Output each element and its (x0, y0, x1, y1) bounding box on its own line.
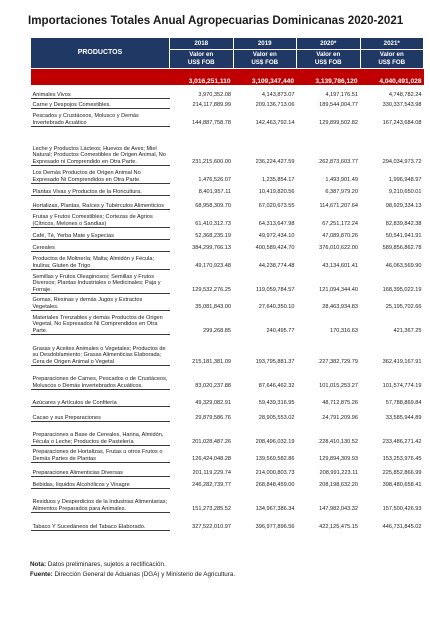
value-cell: 236,224,427.59 (255, 159, 295, 166)
value-cell: 52,368,235.19 (195, 233, 231, 240)
value-cell: 101,015,253.27 (319, 383, 358, 390)
footnotes (30, 560, 235, 580)
table-row (31, 109, 424, 127)
total-2020: 3,139,786,120 (297, 69, 361, 86)
header-year-2019: 2019 (233, 38, 297, 50)
value-cell: 294,034,973.72 (382, 159, 422, 166)
value-cell: 4,748,782.24 (388, 92, 422, 99)
table-row (31, 270, 424, 294)
imports-table-container (30, 37, 423, 531)
value-cell: 400,589,424.70 (255, 245, 295, 252)
value-cell: 167,243,684.08 (382, 120, 422, 127)
value-cell: 24,791,209.96 (322, 415, 358, 422)
value-cell: 83,020,237.88 (195, 383, 231, 390)
value-cell: 48,712,875.26 (322, 400, 358, 407)
source-line: Fuente: Dirección General de Aduanas (DGA) y Ministerio de Agricultura. (30, 571, 236, 578)
value-cell: 129,894,309.93 (319, 456, 358, 463)
value-cell: 87,646,462.32 (258, 383, 295, 390)
table-row (31, 335, 424, 366)
value-cell: 330,337,543.98 (382, 102, 422, 109)
header-value-unit: Valor en US$ FOB (170, 50, 234, 69)
value-cell: 231,215,600.00 (192, 159, 231, 166)
product-name-cell: Materiales Trenzables y demás Productos de Origen Vegetal, No Expresados Ni Comprendidos en Otra Parte. (31, 311, 170, 335)
product-name-cell: Bebidas, líquidos Alcohólicos y Vinagre (31, 477, 170, 489)
table-row (31, 166, 424, 184)
value-cell: 129,899,502.82 (319, 120, 358, 127)
value-cell: 214,000,803.73 (255, 470, 295, 477)
product-name-cell: Animales Vivos (31, 85, 170, 99)
value-cell: 126,424,048.28 (192, 456, 231, 463)
product-name-cell: Tabaco Y Sucedáneos del Tabaco Elaborado. (31, 513, 170, 531)
header-value-unit: Valor en US$ FOB (233, 50, 297, 69)
value-cell: 225,852,866.99 (382, 470, 422, 477)
table-row (31, 407, 424, 422)
value-cell: 246,282,739.77 (192, 482, 231, 489)
total-2018: 3,016,251,110 (170, 69, 234, 86)
value-cell: 33,585,944.89 (385, 415, 422, 422)
value-cell: 1,493,901.49 (325, 177, 358, 184)
value-cell: 240,495.77 (266, 328, 295, 335)
imports-table (30, 37, 424, 531)
value-cell: 114,671,207.64 (319, 203, 358, 210)
value-cell: 46,063,569.90 (385, 263, 422, 270)
table-row (31, 127, 424, 166)
note-line: Nota: Datos preliminares, sujetos a rectificación. (30, 561, 166, 568)
product-name-cell: Café, Té, Yerba Mate y Especias (31, 228, 170, 240)
value-cell: 233,486,271.42 (382, 439, 422, 446)
product-name-cell: Azúcares y Artículos de Confitería (31, 390, 170, 407)
value-cell: 4,143,873.07 (261, 92, 295, 99)
page-title: Importaciones Totales Anual Agropecuarias Dominicanas 2020-2021 (28, 14, 404, 27)
value-cell: 384,299,766.13 (192, 245, 231, 252)
value-cell: 142,463,792.14 (255, 120, 295, 127)
value-cell: 59,439,316.95 (258, 400, 295, 407)
value-cell: 67,020,673.55 (258, 203, 295, 210)
value-cell: 208,991,223.11 (319, 470, 358, 477)
value-cell: 170,316.63 (330, 328, 358, 335)
value-cell: 201,028,487.26 (192, 439, 231, 446)
value-cell: 153,253,976.45 (382, 456, 422, 463)
table-row (31, 294, 424, 311)
value-cell: 49,170,923.48 (195, 263, 231, 270)
value-cell: 151,273,285.52 (192, 506, 231, 513)
product-name-cell: Residuos y Desperdicios de la Industrias Alimentarias; Alimentos Preparados para Animales. (31, 489, 170, 513)
value-cell: 201,119,229.74 (192, 470, 231, 477)
header-products: PRODUCTOS (31, 38, 170, 69)
header-year-2018: 2018 (170, 38, 234, 50)
value-cell: 1,476,526.07 (198, 177, 231, 184)
table-row (31, 85, 424, 99)
value-cell: 215,181,381.09 (192, 359, 231, 366)
product-name-cell: Hortalizas, Plantas, Raíces y Tubérculos Alimenticios (31, 196, 170, 210)
product-name-cell: Carne y Despojos Comestibles. (31, 99, 170, 109)
value-cell: 589,856,862.78 (382, 245, 422, 252)
table-row (31, 252, 424, 270)
totals-row (31, 69, 424, 86)
value-cell: 421,367.25 (393, 328, 422, 335)
product-name-cell: Los Demás Productos de Origen Animal No Expresado Ni Comprendidos en Otra Parte. (31, 166, 170, 184)
product-name-cell: Cacao y sus Preparaciones (31, 407, 170, 422)
product-name-cell: Plantas Vivas y Productos de la Floricultura. (31, 184, 170, 196)
table-row (31, 463, 424, 477)
table-header (31, 38, 424, 69)
product-name-cell: Productos de Molinería; Malta; Almidón y Fécula; Inulina; Gluten de Trigo (31, 252, 170, 270)
table-row (31, 210, 424, 228)
value-cell: 327,522,010.97 (192, 524, 231, 531)
product-name-cell: Preparaciones a Base de Cereales, Harina, Almidón, Fécula o Leche; Productos de Pastelería (31, 422, 170, 446)
value-cell: 44,238,774.48 (258, 263, 295, 270)
value-cell: 68,958,309.70 (195, 203, 231, 210)
header-value-unit: Valor en US$ FOB (297, 50, 361, 69)
product-name-cell: Cereales (31, 240, 170, 252)
table-row (31, 390, 424, 407)
value-cell: 3,970,352.08 (198, 92, 231, 99)
value-cell: 8,401,957.11 (198, 189, 231, 196)
product-name-cell: Gomas, Resinas y demás Jugos y Extractos Vegetales. (31, 294, 170, 311)
product-name-cell: Leche y Productos Lácteos; Huevos de Aves; Miel Natural; Productos Comestibles de Origen Animal, No Expresado ni Comprendido en Otra Parte. (31, 127, 170, 166)
value-cell: 208,496,032.19 (255, 439, 295, 446)
product-name-cell: Semillas y Frutos Oleaginosos; Semillas y Frutos Diversos; Plantas Industriales o Medicinales; Paja y Forraje. (31, 270, 170, 294)
value-cell: 67,251,172.24 (322, 221, 358, 228)
value-cell: 61,410,312.73 (195, 221, 231, 228)
value-cell: 147,982,043.32 (319, 506, 358, 513)
table-row (31, 489, 424, 513)
value-cell: 49,972,434.10 (258, 233, 295, 240)
value-cell: 119,059,784.57 (256, 287, 295, 294)
value-cell: 64,313,647.98 (258, 221, 295, 228)
value-cell: 43,134,601.41 (322, 263, 358, 270)
value-cell: 144,887,758.78 (192, 120, 231, 127)
table-row (31, 366, 424, 390)
value-cell: 157,500,426.93 (382, 506, 422, 513)
table-row (31, 446, 424, 463)
value-cell: 10,419,820.56 (258, 189, 295, 196)
table-row (31, 228, 424, 240)
value-cell: 227,382,729.79 (319, 359, 358, 366)
value-cell: 1,996,948.97 (388, 177, 422, 184)
value-cell: 49,329,082.91 (195, 400, 231, 407)
product-name-cell: Frutas y Frutos Comestibles; Cortezas de Agrios (Cítricos, Melones o Sandías) (31, 210, 170, 228)
value-cell: 168,395,022.19 (382, 287, 422, 294)
value-cell: 47,089,870.26 (322, 233, 358, 240)
value-cell: 139,569,582.86 (255, 456, 295, 463)
value-cell: 396,977,896.56 (255, 524, 295, 531)
value-cell: 4,197,176.51 (325, 92, 358, 99)
value-cell: 82,839,842.38 (385, 221, 422, 228)
product-name-cell: Grasas y Aceites Animales o Vegetales; Productos de su Desdoblamiento; Grasas Alimenticias Elaborada; Cera de Origen Animal o Vegetal (31, 335, 170, 366)
value-cell: 50,541,941.91 (385, 233, 422, 240)
value-cell: 208,198,632.20 (319, 482, 358, 489)
value-cell: 193,795,881.37 (255, 359, 295, 366)
value-cell: 25,195,702.66 (385, 304, 422, 311)
value-cell: 121,094,344.40 (319, 287, 358, 294)
value-cell: 299,268.85 (203, 328, 231, 335)
table-row (31, 99, 424, 109)
value-cell: 268,848,459.00 (255, 482, 295, 489)
table-row (31, 422, 424, 446)
value-cell: 28,905,553.02 (258, 415, 295, 422)
table-row (31, 184, 424, 196)
value-cell: 214,117,889.99 (192, 102, 231, 109)
value-cell: 35,081,843.00 (195, 304, 231, 311)
value-cell: 1,235,854.17 (261, 177, 295, 184)
total-2019: 3,109,347,440 (233, 69, 297, 86)
value-cell: 28,463,934.83 (322, 304, 358, 311)
product-name-cell: Preparaciones de Hortalizas, Frutas u otros Frutos o Demás Partes de Plantas (31, 446, 170, 463)
value-cell: 189,544,004.77 (319, 102, 358, 109)
value-cell: 228,410,130.52 (319, 439, 358, 446)
totals-label-cell (31, 69, 170, 86)
value-cell: 9,210,650.01 (388, 189, 422, 196)
value-cell: 98,929,334.13 (385, 203, 422, 210)
value-cell: 57,788,869.84 (385, 400, 422, 407)
value-cell: 129,532,276.25 (192, 287, 231, 294)
table-row (31, 477, 424, 489)
total-2021: 4,040,491,028 (360, 69, 424, 86)
product-name-cell: Preparaciones de Carnes, Pescados o de Crustáceos, Moluscos o Demás Invertebrados Acuáticos. (31, 366, 170, 390)
value-cell: 362,419,167.91 (382, 359, 422, 366)
table-body (31, 69, 424, 531)
table-row (31, 311, 424, 335)
table-row (31, 513, 424, 531)
product-name-cell: Preparaciones Alimenticias Diversas (31, 463, 170, 477)
value-cell: 262,873,603.77 (319, 159, 358, 166)
value-cell: 446,731,845.02 (382, 524, 422, 531)
header-year-2020: 2020* (297, 38, 361, 50)
value-cell: 376,010,622.00 (319, 245, 358, 252)
value-cell: 134,967,386.34 (255, 506, 295, 513)
value-cell: 29,879,586.76 (195, 415, 231, 422)
value-cell: 398,480,658.41 (382, 482, 422, 489)
value-cell: 27,640,350.10 (258, 304, 295, 311)
product-name-cell: Pescados y Crustáceos, Molusco y Demás Invertebrado Acuático (31, 109, 170, 127)
value-cell: 6,387,979.20 (325, 189, 358, 196)
value-cell: 101,574,774.19 (382, 383, 422, 390)
table-row (31, 196, 424, 210)
value-cell: 209,136,713.06 (255, 102, 295, 109)
header-year-2021: 2021* (360, 38, 424, 50)
header-value-unit: Valor en US$ FOB (360, 50, 424, 69)
value-cell: 422,125,475.15 (319, 524, 358, 531)
table-row (31, 240, 424, 252)
